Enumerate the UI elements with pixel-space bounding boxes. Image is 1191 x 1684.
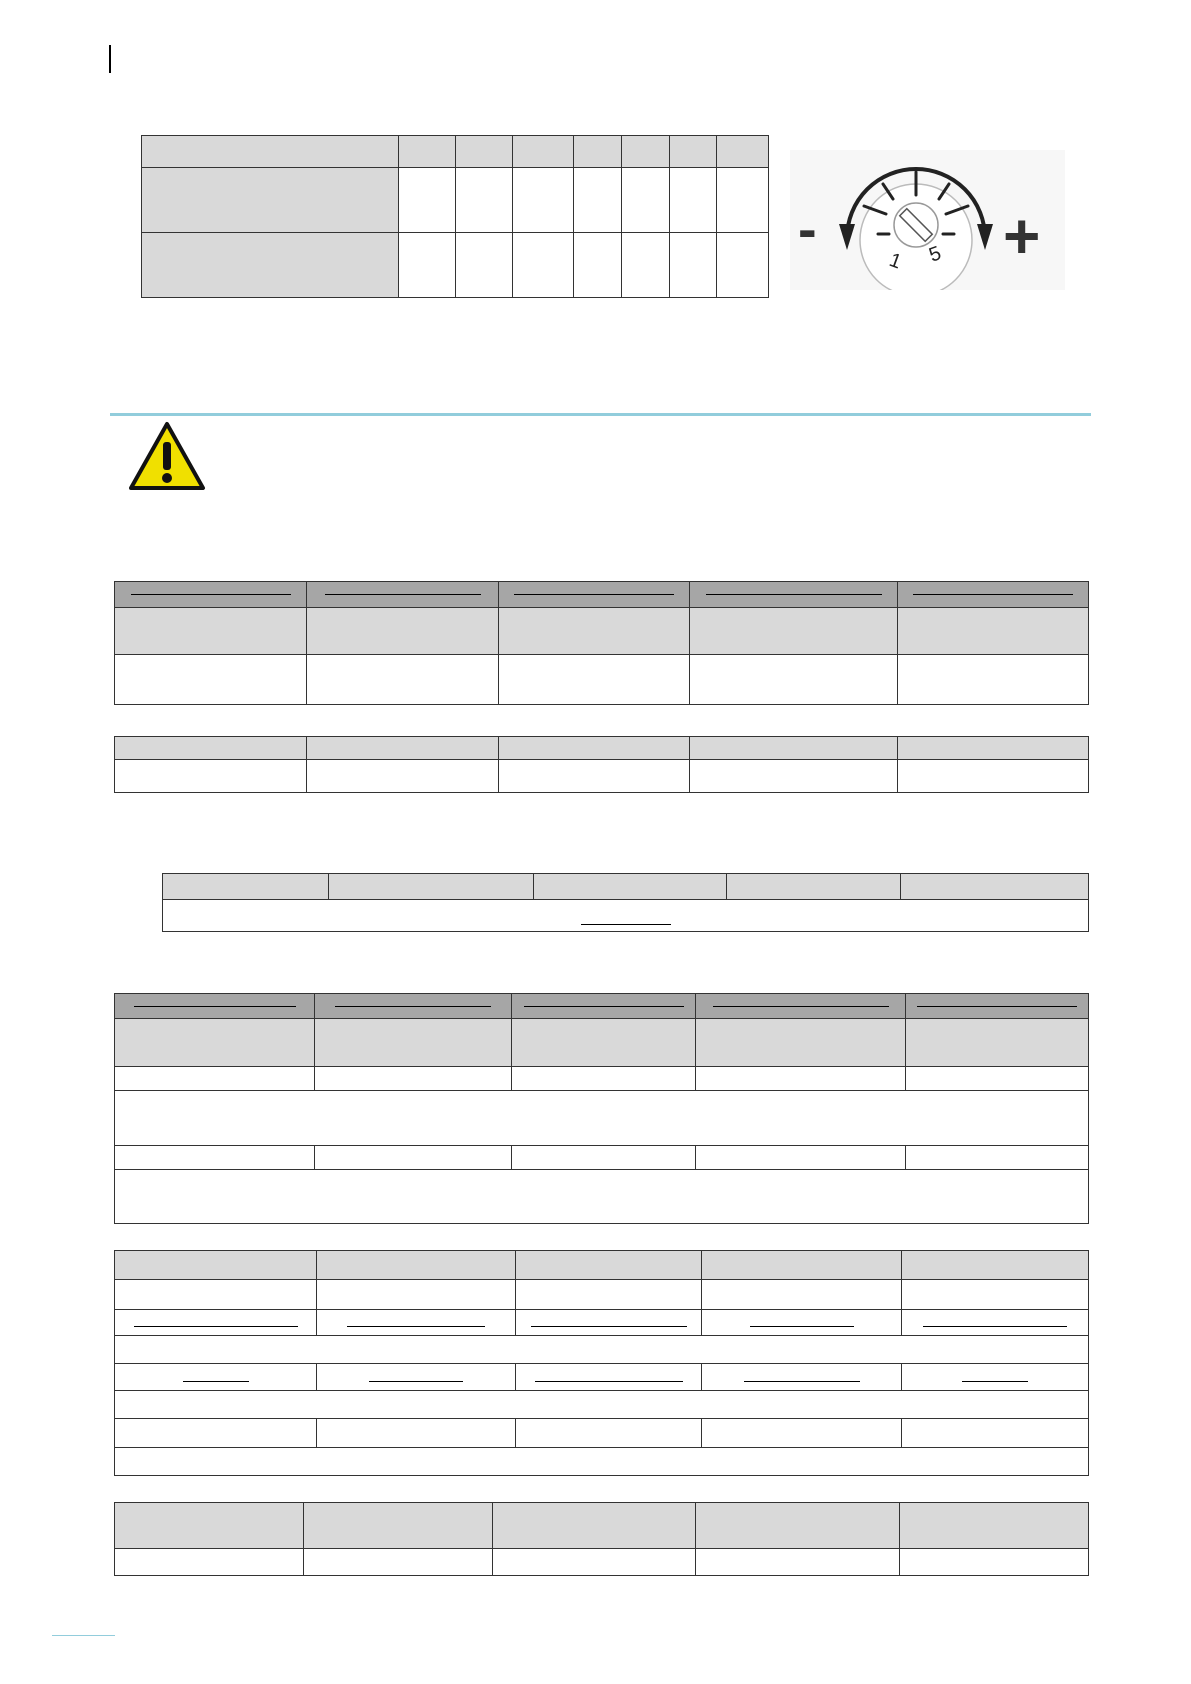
dial-mark-1: 1 [886,249,905,274]
spec-table-c [162,873,1089,932]
table-row [115,1391,1089,1419]
spec-table-d [114,993,1089,1224]
table-row [115,1019,1089,1067]
table-row [142,233,769,298]
table-header-row [115,1503,1089,1549]
table-row [115,1549,1089,1576]
table-row [163,900,1089,932]
warning-triangle-icon [127,420,207,492]
table-header-row [142,136,769,168]
spec-table-b [114,736,1089,793]
spec-table-a [114,581,1089,705]
table-row [115,608,1089,655]
table-row [115,1336,1089,1364]
table-row [115,1091,1089,1146]
spec-table-e [114,1250,1089,1476]
table-row [115,1280,1089,1310]
table-row [115,1170,1089,1224]
table-header-row [115,1251,1089,1280]
header-marker [109,45,111,73]
section-divider [110,413,1091,416]
table-header-row [115,582,1089,608]
dial-mark-5: 5 [926,242,945,267]
table-row [115,1146,1089,1170]
spec-table-f [114,1502,1089,1576]
minus-sign: - [798,197,817,260]
table-row [115,1310,1089,1336]
table-row [115,760,1089,793]
footer-rule [52,1635,115,1636]
plus-sign: + [1003,200,1041,272]
table-row [115,1419,1089,1448]
potentiometer-dial-icon [790,150,1065,290]
table-row [115,655,1089,705]
table-header-row [163,874,1089,900]
table-row [115,1448,1089,1476]
table-row [142,168,769,233]
table-header-row [115,994,1089,1019]
table-row [115,1364,1089,1391]
table-header-row [115,737,1089,760]
table-row [115,1067,1089,1091]
settings-table-top [141,135,769,298]
